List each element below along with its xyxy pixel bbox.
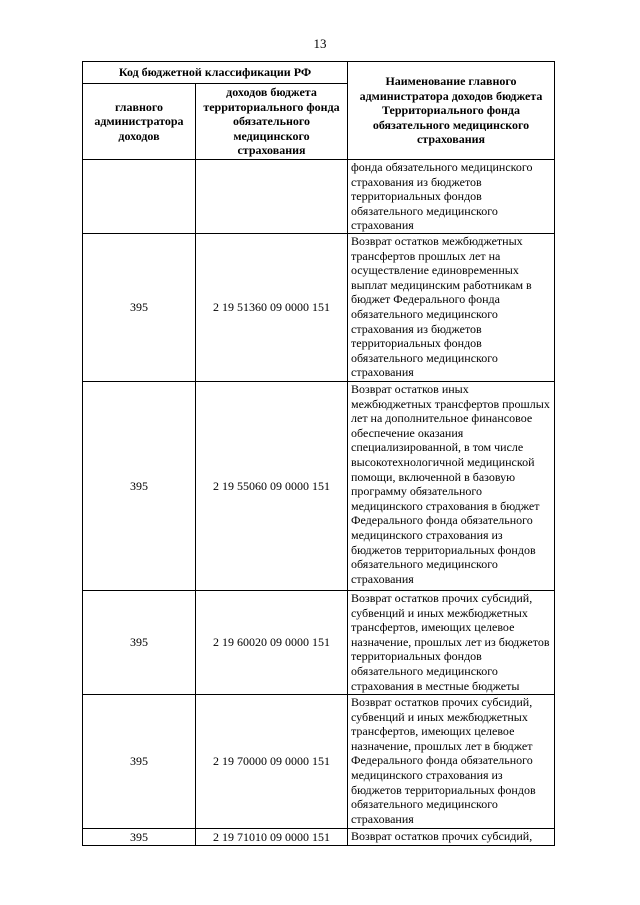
header-group-title: Код бюджетной классификации РФ bbox=[83, 62, 348, 84]
income-code-cell: 2 19 70000 09 0000 151 bbox=[196, 695, 348, 829]
income-name-cell: Возврат остатков прочих субсидий, субвенций и иных межбюджетных трансфертов, имеющих целевое назначение, прошлых лет в бюджет Федерального фонда обязательного медицинского страхования из бюджетов территориальных фондов обязательного медицинского страхования bbox=[348, 695, 555, 829]
header-admin-column: главного администратора доходов bbox=[83, 84, 196, 160]
admin-code-cell: 395 bbox=[83, 829, 196, 846]
admin-code-cell: 395 bbox=[83, 382, 196, 591]
table-row bbox=[83, 160, 555, 234]
income-code-cell: 2 19 55060 09 0000 151 bbox=[196, 382, 348, 591]
income-name-cell: фонда обязательного медицинского страхования из бюджетов территориальных фондов обязательного медицинского страхования bbox=[348, 160, 555, 234]
header-name-column: Наименование главного администратора доходов бюджета Территориального фонда обязательного медицинского страхования bbox=[348, 62, 555, 160]
income-code-cell: 2 19 51360 09 0000 151 bbox=[196, 234, 348, 382]
admin-code-cell: 395 bbox=[83, 234, 196, 382]
admin-code-cell: 395 bbox=[83, 695, 196, 829]
admin-code-cell bbox=[83, 160, 196, 234]
table-row bbox=[83, 695, 555, 829]
page-number: 13 bbox=[313, 36, 327, 51]
table-row bbox=[83, 234, 555, 382]
income-code-cell: 2 19 71010 09 0000 151 bbox=[196, 829, 348, 846]
budget-classification-table bbox=[82, 61, 555, 846]
income-code-cell: 2 19 60020 09 0000 151 bbox=[196, 591, 348, 695]
income-name-cell: Возврат остатков прочих субсидий, субвенций и иных межбюджетных трансфертов, имеющих целевое назначение, прошлых лет из бюджетов территориальных фондов обязательного медицинского страхования в местные бюджеты bbox=[348, 591, 555, 695]
header-income-column: доходов бюджета территориального фонда обязательного медицинского страхования bbox=[196, 84, 348, 160]
table-row bbox=[83, 829, 555, 846]
table-row bbox=[83, 382, 555, 591]
income-name-cell: Возврат остатков прочих субсидий, bbox=[348, 829, 555, 846]
income-code-cell bbox=[196, 160, 348, 234]
table-row bbox=[83, 591, 555, 695]
admin-code-cell: 395 bbox=[83, 591, 196, 695]
income-name-cell: Возврат остатков иных межбюджетных трансфертов прошлых лет на дополнительное финансовое обеспечение оказания специализированной, в том числе высокотехнологичной медицинской помощи, включенной в базовую программу обязательного медицинского страхования в бюджет Федерального фонда обязательного медицинского страхования из бюджетов территориальных фондов обязательного медицинского страхования bbox=[348, 382, 555, 591]
income-name-cell: Возврат остатков межбюджетных трансфертов прошлых лет на осуществление единовременных выплат медицинским работникам в бюджет Федерального фонда обязательного медицинского страхования из бюджетов территориальных фондов обязательного медицинского страхования bbox=[348, 234, 555, 382]
